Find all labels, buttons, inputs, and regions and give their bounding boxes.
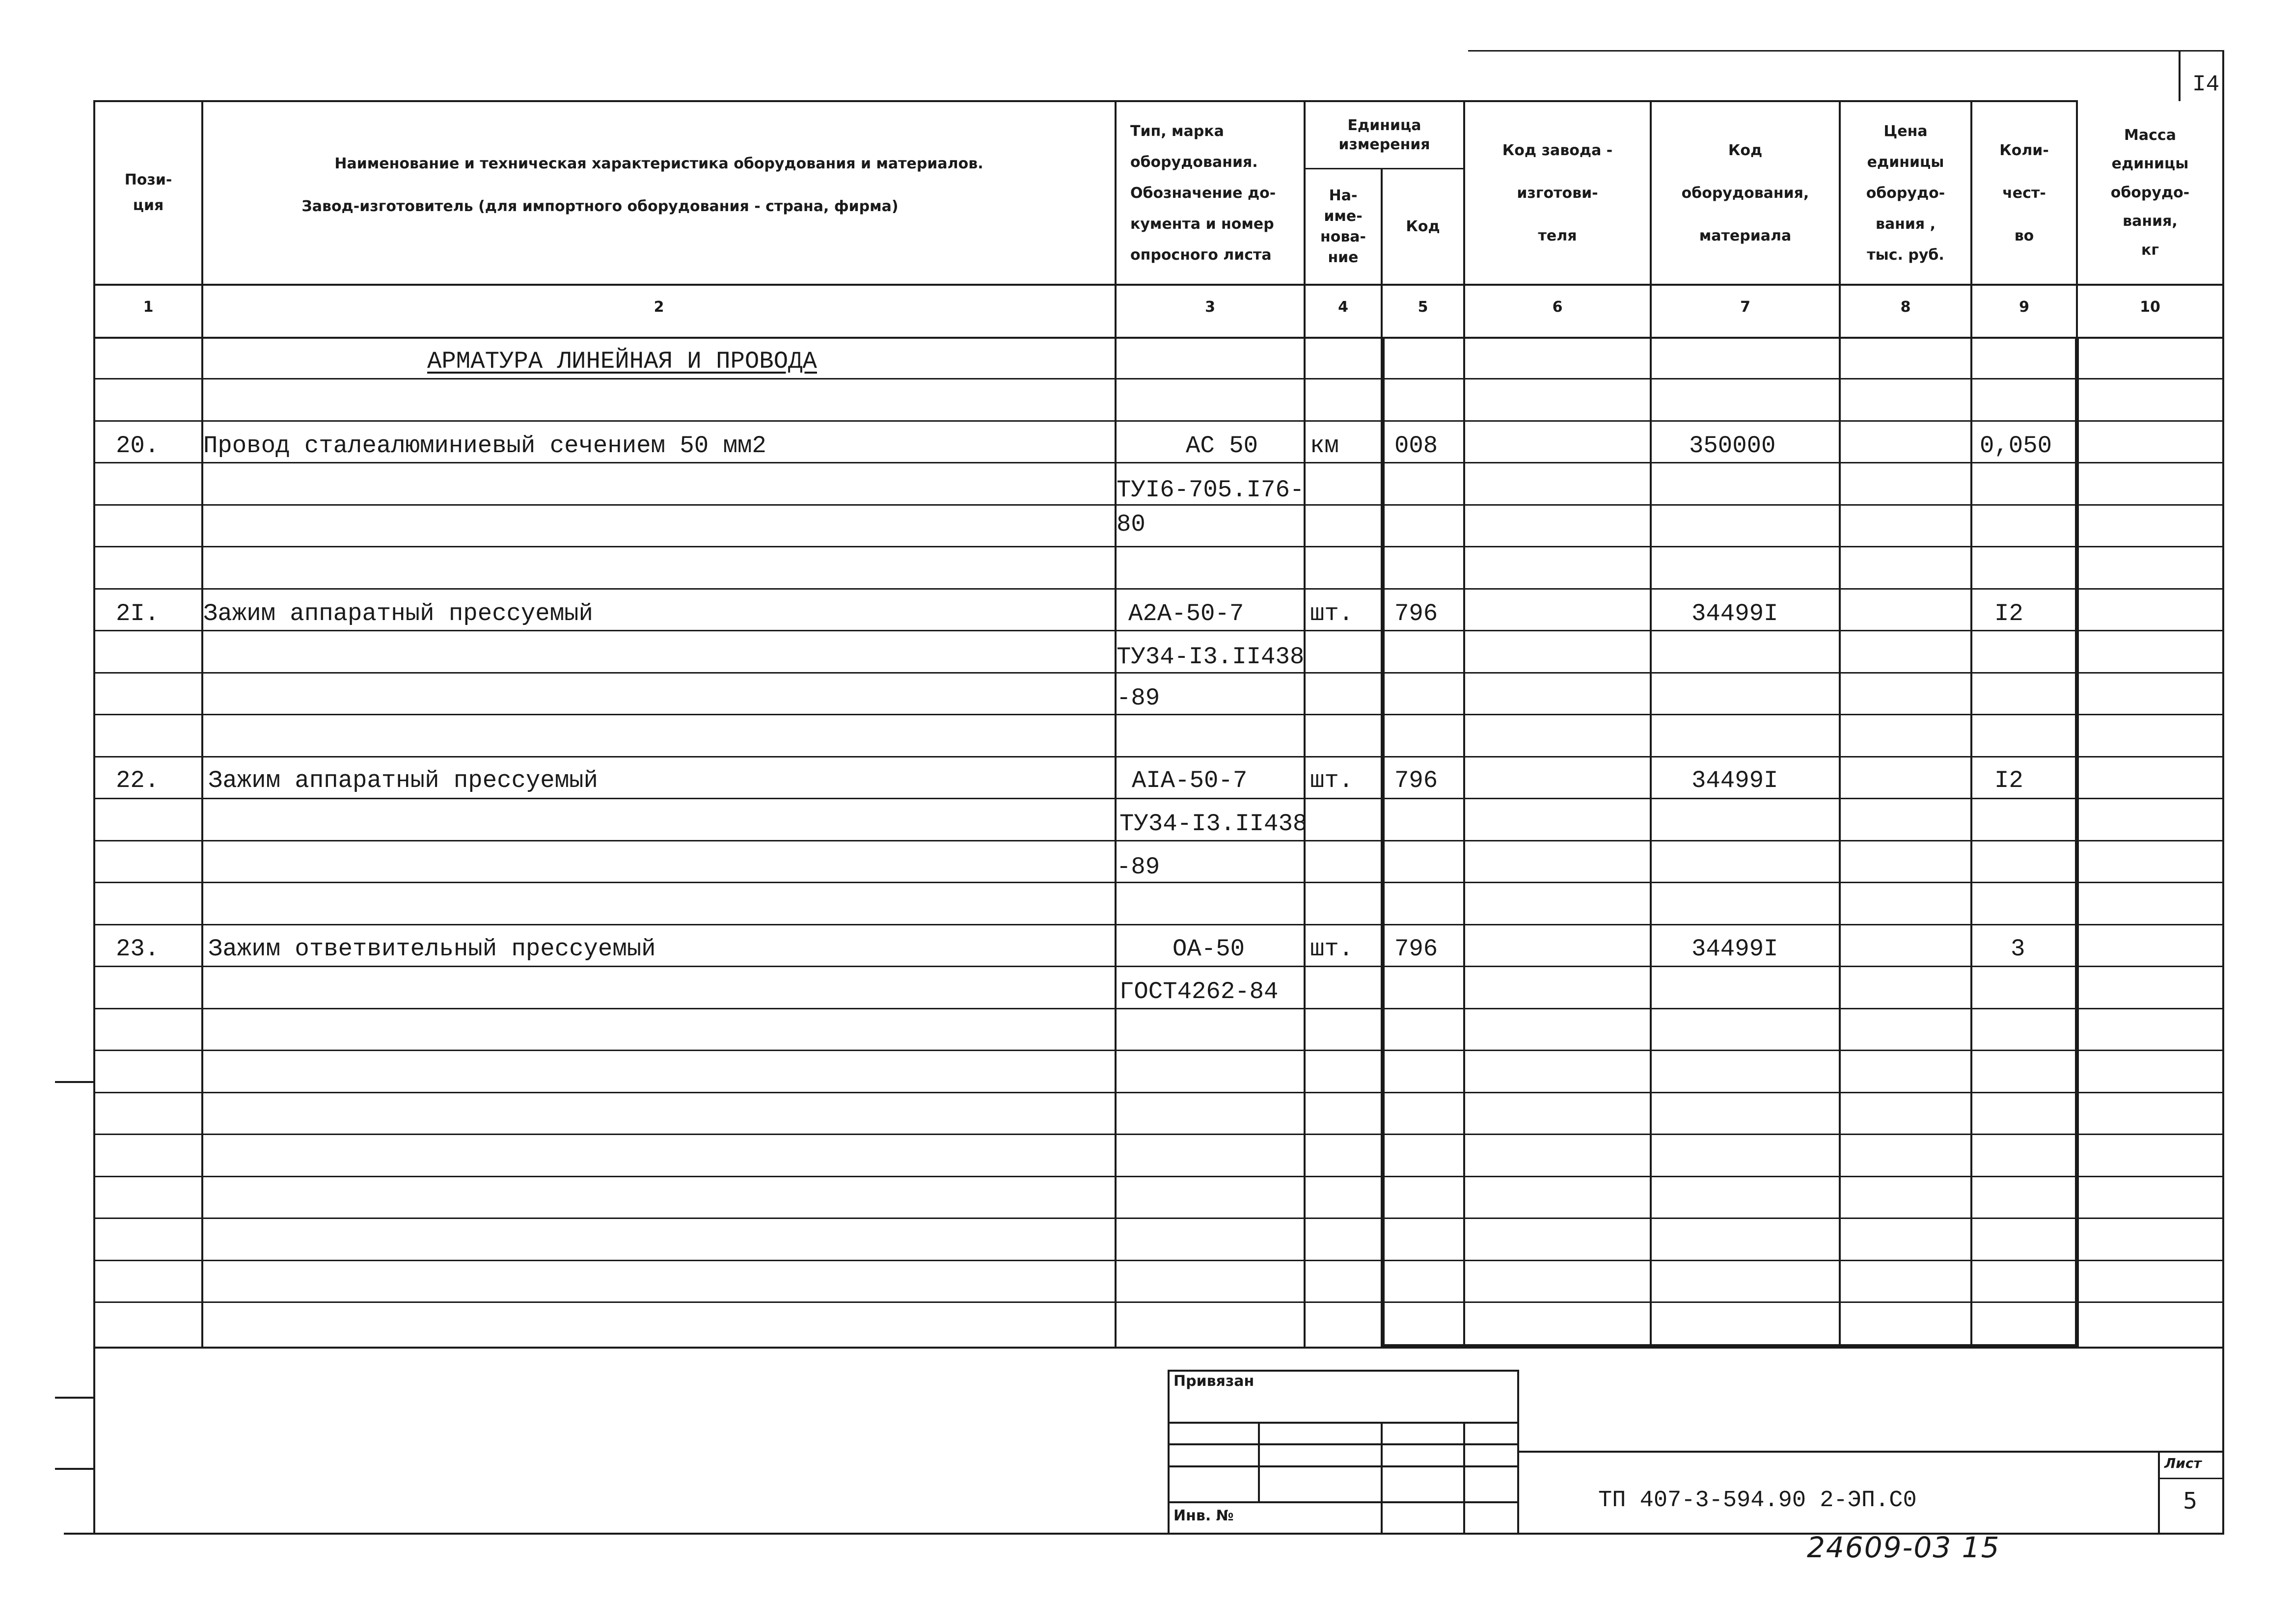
- item-unit-code: 008: [1394, 432, 1438, 460]
- item-doc: ГОСТ4262-84: [1119, 978, 1279, 1005]
- item-unit-code: 796: [1394, 935, 1438, 963]
- row-line: [93, 546, 2222, 547]
- row-line: [93, 588, 2222, 590]
- doc-code: ТП 407-3-594.90 2-ЭП.С0: [1598, 1488, 1917, 1514]
- item-doc-cont: 80: [1117, 511, 1146, 538]
- row-line: [93, 714, 2222, 715]
- colnum-1: 1: [143, 298, 154, 316]
- colnum-8: 8: [1900, 298, 1911, 316]
- unit-group-line: [1304, 168, 1463, 169]
- col-line-3: [1304, 100, 1306, 1348]
- row-line: [93, 1134, 2222, 1135]
- row-line: [93, 630, 2222, 631]
- item-equip-code: 34499I: [1691, 935, 1778, 963]
- header-bottom-line: [93, 284, 2222, 286]
- item-doc: ТУI6-705.I76-: [1117, 476, 1305, 504]
- row-line: [93, 756, 2222, 758]
- col-line-7: [1839, 100, 1841, 1348]
- header-price: Цена единицы оборудо- вания , тыс. руб.: [1866, 122, 1945, 264]
- row-line: [93, 420, 2222, 422]
- stamp-line: [1168, 1370, 1170, 1534]
- item-type: А2А-50-7: [1128, 600, 1244, 627]
- bound-label: Привязан: [1173, 1373, 1255, 1390]
- header-mass: Масса единицы оборудо- вания, кг: [2110, 126, 2190, 259]
- item-unit: км: [1310, 432, 1339, 460]
- col-line-1: [201, 100, 203, 1348]
- header-quantity: Коли- чест- во: [1999, 141, 2049, 244]
- item-doc: ТУ34-I3.II438: [1119, 810, 1308, 838]
- header-type: Тип, марка оборудования. Обозначение до- кумента и номер опросного листа: [1130, 122, 1276, 264]
- row-line: [93, 966, 2222, 967]
- row-line: [93, 504, 2222, 506]
- colnum-10: 10: [2140, 298, 2160, 316]
- colnum-bottom-line: [93, 337, 2222, 339]
- item-quantity: I2: [1994, 600, 2023, 627]
- header-equip-code: Код оборудования, материала: [1681, 141, 1809, 244]
- item-type: АIА-50-7: [1132, 767, 1248, 794]
- stamp-line: [1258, 1422, 1260, 1502]
- row-line: [93, 798, 2222, 799]
- item-name: Провод сталеалюминиевый сечением 50 мм2: [203, 432, 766, 460]
- col-line-6: [1650, 100, 1652, 1348]
- item-type: ОА-50: [1173, 935, 1245, 963]
- stamp-line: [1381, 1422, 1383, 1534]
- top-frame-line: [1468, 50, 2224, 52]
- col-line-8: [1970, 100, 1972, 1348]
- item-position: 22.: [116, 767, 160, 794]
- row-line: [93, 378, 2222, 379]
- header-position: Пози- ция: [124, 171, 172, 214]
- colnum-2: 2: [654, 298, 664, 316]
- row-line: [93, 882, 2222, 883]
- item-equip-code: 34499I: [1691, 600, 1778, 627]
- row-line: [93, 462, 2222, 463]
- stamp-line: [1463, 1422, 1465, 1534]
- row-line: [93, 672, 2222, 674]
- item-quantity: 3: [2011, 935, 2025, 963]
- row-line: [93, 840, 2222, 841]
- bold-frame-left: [1381, 337, 1385, 1347]
- item-unit: шт.: [1310, 767, 1354, 794]
- row-line: [93, 1176, 2222, 1177]
- colnum-6: 6: [1552, 298, 1563, 316]
- item-name: Зажим аппаратный прессуемый: [203, 600, 593, 627]
- item-position: 23.: [116, 935, 160, 963]
- col-line-5: [1463, 100, 1465, 1348]
- colnum-3: 3: [1205, 298, 1215, 316]
- colnum-4: 4: [1338, 298, 1348, 316]
- item-unit-code: 796: [1394, 767, 1438, 794]
- item-equip-code: 350000: [1689, 432, 1776, 460]
- stamp-line: [1517, 1451, 2224, 1453]
- row-line: [93, 1050, 2222, 1051]
- row-line: [93, 1008, 2222, 1009]
- sheet-value: 5: [2183, 1488, 2198, 1514]
- frame-right-line: [2222, 50, 2224, 1534]
- stamp-line: [2158, 1478, 2224, 1479]
- colnum-7: 7: [1740, 298, 1750, 316]
- sheet-number-top: I4: [2192, 72, 2220, 97]
- item-position: 2I.: [116, 600, 160, 627]
- header-unit-name: На- име- нова- ние: [1320, 187, 1366, 266]
- item-doc: ТУ34-I3.II438: [1117, 643, 1305, 671]
- row-line: [93, 1092, 2222, 1093]
- item-name: Зажим аппаратный прессуемый: [208, 767, 598, 794]
- bold-frame-bottom: [1381, 1344, 2079, 1348]
- stamp-line: [2158, 1451, 2160, 1534]
- header-unit-code: Код: [1406, 217, 1440, 235]
- header-unit-group: Единица измерения: [1338, 117, 1430, 153]
- item-quantity: I2: [1994, 767, 2023, 794]
- item-equip-code: 34499I: [1691, 767, 1778, 794]
- item-position: 20.: [116, 432, 160, 460]
- header-name: Наименование и техническая характеристика оборудования и материалов. Завод-изготовитель (для импортного оборудования - страна, фирма): [301, 155, 983, 215]
- item-doc-cont: -89: [1117, 853, 1160, 881]
- item-type: АС 50: [1186, 432, 1258, 460]
- margin-mark: [55, 1397, 94, 1399]
- margin-mark: [55, 1081, 94, 1083]
- row-line: [93, 1260, 2222, 1261]
- colnum-9: 9: [2019, 298, 2029, 316]
- bold-frame-right: [2075, 337, 2079, 1347]
- row-line: [93, 1218, 2222, 1219]
- section-title: АРМАТУРА ЛИНЕЙНАЯ И ПРОВОДА: [427, 348, 817, 375]
- col-line-2: [1115, 100, 1117, 1348]
- item-doc-cont: -89: [1117, 684, 1160, 712]
- item-name: Зажим ответвительный прессуемый: [208, 935, 656, 963]
- footer-handwritten: 24609-03 15: [1807, 1531, 2000, 1564]
- inv-label: Инв. №: [1173, 1507, 1234, 1524]
- header-maker-code: Код завода - изготови- теля: [1502, 141, 1613, 244]
- row-line: [93, 1301, 2222, 1303]
- item-unit-code: 796: [1394, 600, 1438, 627]
- row-line: [93, 924, 2222, 925]
- sheet-box-left: [2179, 50, 2181, 101]
- item-unit: шт.: [1310, 600, 1354, 627]
- colnum-5: 5: [1418, 298, 1428, 316]
- sheet-label: Лист: [2164, 1455, 2202, 1471]
- item-unit: шт.: [1310, 935, 1354, 963]
- item-quantity: 0,050: [1980, 432, 2052, 460]
- stamp-line: [1168, 1370, 1517, 1372]
- margin-mark: [55, 1468, 94, 1470]
